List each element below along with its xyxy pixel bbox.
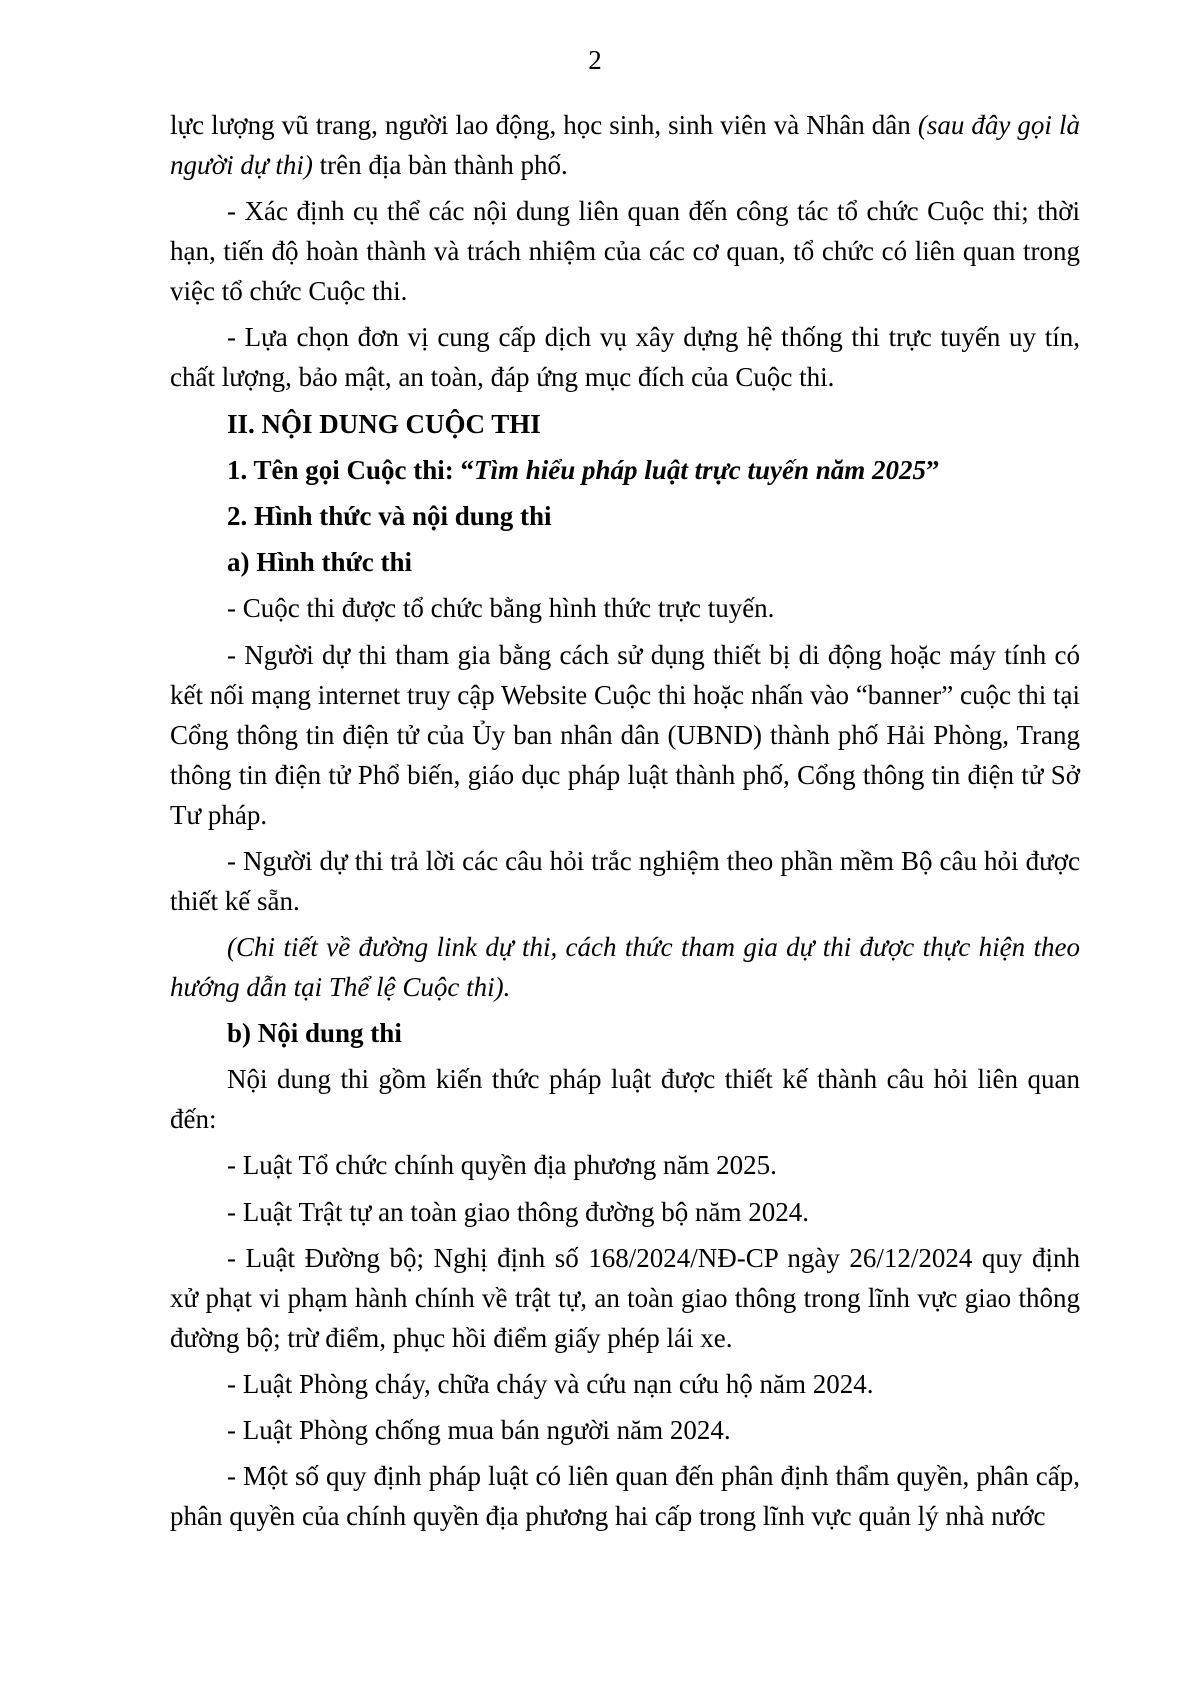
paragraph-determine-content: - Xác định cụ thể các nội dung liên quan đến công tác tổ chức Cuộc thi; thời hạn, tiến độ hoàn thành và trách nhiệm của các cơ quan, tổ chức có liên quan trong việc tổ chức Cuộc thi. [170, 196, 1080, 307]
contest-name-suffix: ” [926, 454, 940, 485]
heading-contest-name [170, 450, 1080, 490]
document-body [170, 105, 1080, 1543]
contest-name-prefix: 1. Tên gọi Cuộc thi: “ [227, 454, 475, 485]
participants-text: lực lượng vũ trang, người lao động, học sinh, sinh viên và Nhân dân [170, 110, 918, 140]
paragraph-participants [170, 105, 1080, 185]
list-item-traffic-safety-law: - Luật Trật tự an toàn giao thông đường bộ năm 2024. [227, 1196, 809, 1227]
section-heading-contest-content: II. NỘI DUNG CUỘC THI [227, 408, 541, 439]
paragraph-content-intro: Nội dung thi gồm kiến thức pháp luật được thiết kế thành câu hỏi liên quan đến: [170, 1064, 1080, 1135]
contest-name-title: Tìm hiểu pháp luật trực tuyến năm 2025 [474, 454, 927, 485]
list-item-decentralization-regulations: - Một số quy định pháp luật có liên quan đến phân định thẩm quyền, phân cấp, phân quyền của chính quyền địa phương hai cấp trong lĩnh vực quản lý nhà nước [170, 1461, 1080, 1532]
list-item-anti-trafficking-law: - Luật Phòng chống mua bán người năm 2024. [227, 1415, 731, 1446]
paragraph-form-note: (Chi tiết về đường link dự thi, cách thức tham gia dự thi được thực hiện theo hướng dẫn tại Thể lệ Cuộc thi). [170, 931, 1080, 1002]
participants-location: trên địa bàn thành phố. [312, 150, 568, 180]
page-number: 2 [588, 45, 602, 75]
participants-definition: (sau đây gọi là người dự thi) [170, 110, 1080, 180]
paragraph-answer-questions: - Người dự thi trả lời các câu hỏi trắc nghiệm theo phần mềm Bộ câu hỏi được thiết kế sẵn. [170, 845, 1080, 916]
paragraph-how-to-participate: - Người dự thi tham gia bằng cách sử dụng thiết bị di động hoặc máy tính có kết nối mạng internet truy cập Website Cuộc thi hoặc nhấn vào “banner” cuộc thi tại Cổng thông tin điện tử của Ủy ban nhân dân (UBND) thành phố Hải Phòng, Trang thông tin điện tử Phổ biến, giáo dục pháp luật thành phố, Cổng thông tin điện tử Sở Tư pháp. [170, 639, 1080, 830]
list-item-fire-prevention-law: - Luật Phòng cháy, chữa cháy và cứu nạn cứu hộ năm 2024. [227, 1369, 874, 1399]
paragraph-select-provider: - Lựa chọn đơn vị cung cấp dịch vụ xây dựng hệ thống thi trực tuyến uy tín, chất lượng, bảo mật, an toàn, đáp ứng mục đích của Cuộc thi. [170, 322, 1080, 393]
heading-contest-content: b) Nội dung thi [227, 1018, 402, 1049]
list-item-local-government-law: - Luật Tổ chức chính quyền địa phương năm 2025. [227, 1150, 777, 1181]
paragraph-online-form: - Cuộc thi được tổ chức bằng hình thức trực tuyến. [227, 593, 775, 624]
heading-form-and-content: 2. Hình thức và nội dung thi [227, 500, 552, 531]
heading-contest-form: a) Hình thức thi [227, 547, 412, 578]
list-item-road-law-decree: - Luật Đường bộ; Nghị định số 168/2024/NĐ-CP ngày 26/12/2024 quy định xử phạt vi phạm hành chính về trật tự, an toàn giao thông trong lĩnh vực giao thông đường bộ; trừ điểm, phục hồi điểm giấy phép lái xe. [170, 1242, 1080, 1353]
